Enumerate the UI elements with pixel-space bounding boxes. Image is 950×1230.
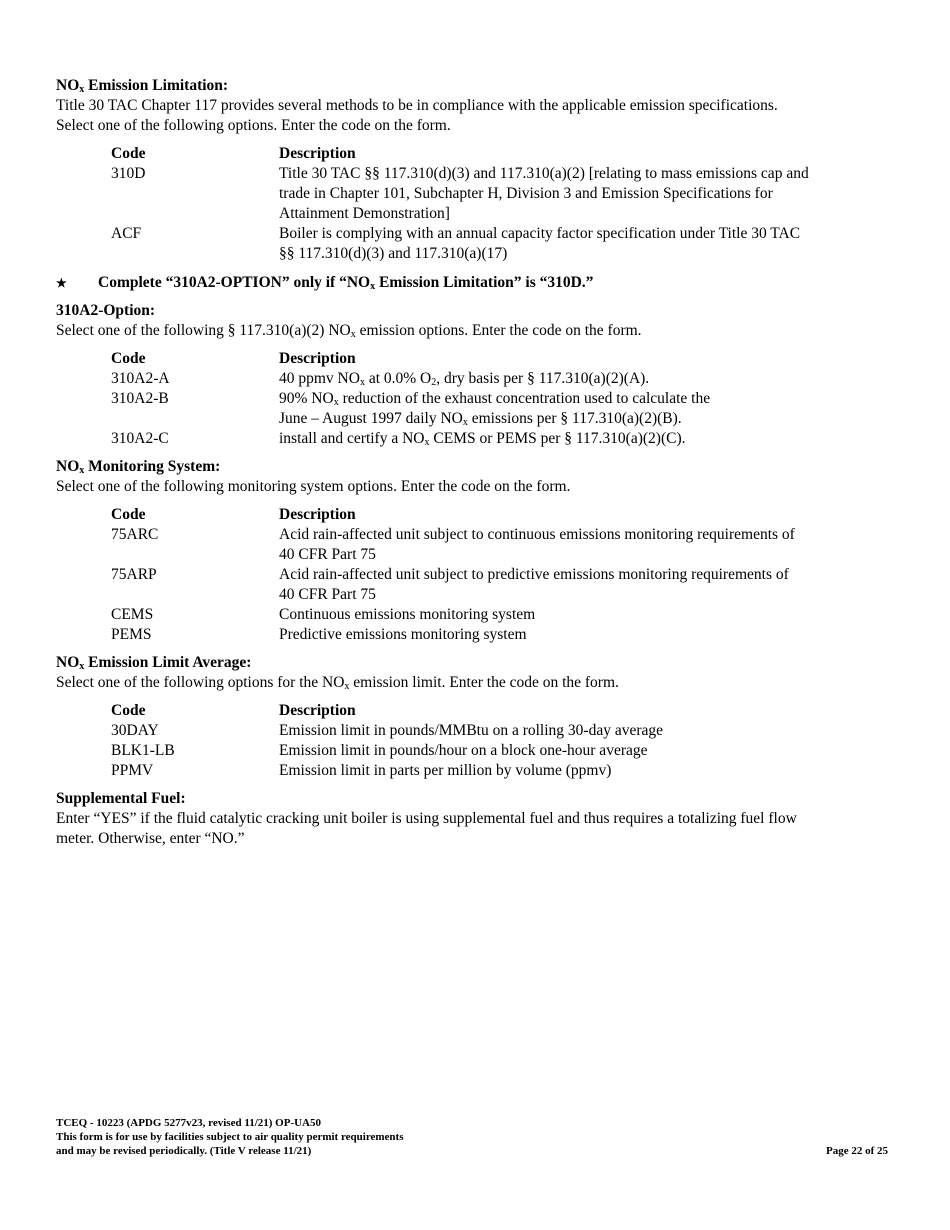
section-heading-supplemental-fuel: Supplemental Fuel: xyxy=(56,790,186,807)
footer-note: This form is for use by facilities subject to air quality permit requirements xyxy=(56,1131,404,1143)
code-table-limit-average xyxy=(111,701,896,781)
description-cell: 40 ppmv $NO_x$ at 0.0% $O_2$, dry basis per § 117.310(a)(2)(A). xyxy=(279,370,650,388)
description-cell xyxy=(279,525,871,565)
code-cell: 75ARC xyxy=(111,526,159,543)
table-row xyxy=(111,721,896,741)
description-line: Boiler is complying with an annual capacity factor specification under Title 30 TAC xyxy=(279,225,801,242)
description-cell xyxy=(279,389,871,429)
table-row xyxy=(111,389,896,429)
code-cell: 310A2-B xyxy=(111,390,169,407)
column-header-description: Description xyxy=(279,350,356,367)
intro-text: Title 30 TAC Chapter 117 provides several methods to be in compliance with the applicable emission specifications. xyxy=(56,97,778,114)
table-header xyxy=(111,144,896,164)
description-cell: Emission limit in pounds/MMBtu on a rolling 30-day average xyxy=(279,722,664,739)
intro-text: Select one of the following options for the $NO_x$ emission limit. Enter the code on the form. xyxy=(56,674,619,692)
description-line: Acid rain-affected unit subject to predictive emissions monitoring requirements of xyxy=(279,566,789,583)
code-cell: PEMS xyxy=(111,626,152,643)
column-header-code: Code xyxy=(111,350,146,367)
table-row xyxy=(111,741,896,761)
document-page xyxy=(56,76,896,849)
description-cell xyxy=(279,164,871,224)
description-line: 40 CFR Part 75 xyxy=(279,546,376,563)
intro-text: Select one of the following options. Enter the code on the form. xyxy=(56,117,451,134)
table-row xyxy=(111,761,896,781)
column-header-description: Description xyxy=(279,145,356,162)
footer-form-id: TCEQ - 10223 (APDG 5277v23, revised 11/21) OP-UA50 xyxy=(56,1117,322,1129)
page-number: Page 22 of 25 xyxy=(825,1145,888,1157)
code-cell: CEMS xyxy=(111,606,154,623)
footer-note: and may be revised periodically. (Title V release 11/21) xyxy=(56,1145,312,1157)
section-heading-nox-emission-limitation: $NO_x$ Emission Limitation: xyxy=(56,77,229,95)
body-text: Enter “YES” if the fluid catalytic cracking unit boiler is using supplemental fuel and thus requires a totalizing fuel flow xyxy=(56,810,797,827)
code-table-nox-limitation xyxy=(111,144,896,264)
body-text: meter. Otherwise, enter “NO.” xyxy=(56,830,245,847)
page-footer xyxy=(56,1116,888,1158)
description-cell xyxy=(279,224,871,264)
description-line: Acid rain-affected unit subject to continuous emissions monitoring requirements of xyxy=(279,526,795,543)
description-cell: Continuous emissions monitoring system xyxy=(279,606,536,623)
description-cell: Predictive emissions monitoring system xyxy=(279,626,527,643)
table-row xyxy=(111,369,896,389)
code-cell: 75ARP xyxy=(111,566,157,583)
note-text: Complete “310A2-OPTION” only if “$NO_x$ Emission Limitation” is “310D.” xyxy=(98,274,594,292)
code-cell: ACF xyxy=(111,225,142,242)
code-cell: 310A2-A xyxy=(111,370,170,387)
table-header xyxy=(111,701,896,721)
description-cell: install and certify a $NO_x$ CEMS or PEMS per § 117.310(a)(2)(C). xyxy=(279,430,686,448)
table-row xyxy=(111,625,896,645)
description-line: Title 30 TAC §§ 117.310(d)(3) and 117.310(a)(2) [relating to mass emissions cap and xyxy=(279,165,809,182)
section-heading-310a2-option: 310A2-Option: xyxy=(56,302,156,319)
code-cell: 310D xyxy=(111,165,146,182)
description-cell: Emission limit in parts per million by volume (ppmv) xyxy=(279,762,612,779)
column-header-code: Code xyxy=(111,702,146,719)
intro-text: Select one of the following § 117.310(a)(2) $NO_x$ emission options. Enter the code on the form. xyxy=(56,322,642,340)
code-cell: 30DAY xyxy=(111,722,159,739)
code-table-monitoring-system xyxy=(111,505,896,645)
column-header-description: Description xyxy=(279,702,356,719)
table-row xyxy=(111,605,896,625)
table-row xyxy=(111,429,896,449)
table-header xyxy=(111,349,896,369)
table-row xyxy=(111,565,896,605)
code-cell: BLK1-LB xyxy=(111,742,175,759)
description-line: trade in Chapter 101, Subchapter H, Division 3 and Emission Specifications for xyxy=(279,185,773,202)
description-line: 40 CFR Part 75 xyxy=(279,586,376,603)
section-heading-nox-emission-limit-average: $NO_x$ Emission Limit Average: xyxy=(56,654,252,672)
star-icon: ★ xyxy=(56,276,67,290)
section-heading-nox-monitoring-system: $NO_x$ Monitoring System: xyxy=(56,458,221,476)
intro-text: Select one of the following monitoring system options. Enter the code on the form. xyxy=(56,478,571,495)
description-line: June – August 1997 daily $NO_x$ emissions per § 117.310(a)(2)(B). xyxy=(279,410,682,428)
description-cell: Emission limit in pounds/hour on a block one-hour average xyxy=(279,742,648,759)
table-row xyxy=(111,525,896,565)
column-header-code: Code xyxy=(111,145,146,162)
description-line: Attainment Demonstration] xyxy=(279,205,450,222)
table-header xyxy=(111,505,896,525)
code-cell: PPMV xyxy=(111,762,154,779)
code-cell: 310A2-C xyxy=(111,430,169,447)
table-row xyxy=(111,164,896,224)
description-cell xyxy=(279,565,871,605)
description-line: §§ 117.310(d)(3) and 117.310(a)(17) xyxy=(279,245,508,262)
instruction-note xyxy=(56,273,896,293)
description-line: 90% $NO_x$ reduction of the exhaust concentration used to calculate the xyxy=(279,390,711,408)
code-table-310a2-option xyxy=(111,349,896,449)
column-header-description: Description xyxy=(279,506,356,523)
column-header-code: Code xyxy=(111,506,146,523)
table-row xyxy=(111,224,896,264)
